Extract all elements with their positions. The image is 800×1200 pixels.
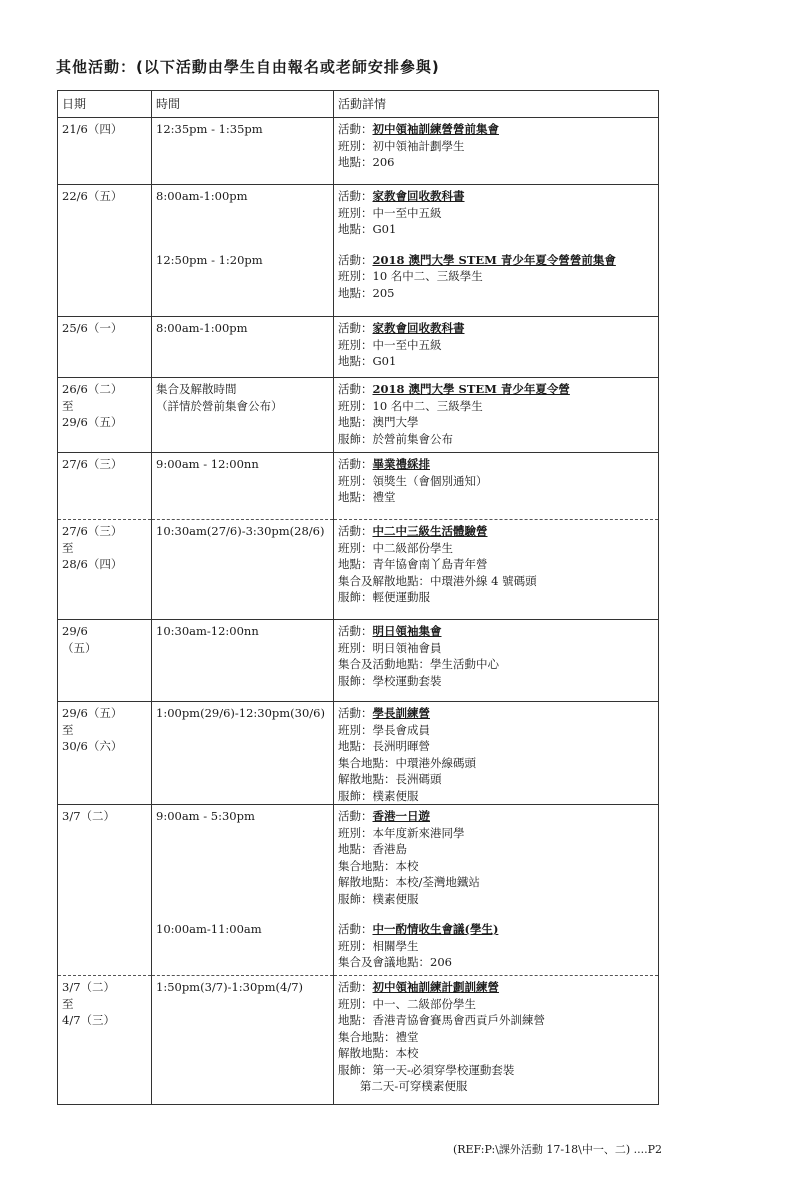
date-text: 至 — [62, 540, 74, 555]
date-text: 至 — [62, 398, 74, 413]
date-text: 29/6（五） — [62, 415, 123, 429]
activity-schedule-table — [57, 90, 659, 1105]
detail-line: 班別：10 名中二、三級學生 — [338, 398, 483, 413]
date-cell — [58, 453, 152, 520]
activity-block — [338, 921, 654, 971]
column-header-time: 時間 — [152, 91, 334, 118]
activity-name: 中二中三級生活體驗營 — [372, 524, 488, 538]
detail-line: 班別：初中領袖計劃學生 — [338, 138, 465, 153]
details-cell — [334, 317, 659, 378]
spacer — [156, 205, 329, 222]
detail-line: 地點：G01 — [338, 354, 397, 368]
table-row — [58, 378, 659, 453]
date-cell — [58, 118, 152, 185]
spacer — [156, 154, 329, 171]
detail-line: 班別：10 名中二、三級學生 — [338, 269, 483, 283]
spacer — [156, 1029, 329, 1046]
detail-line: 班別：明日領袖會員 — [338, 640, 442, 655]
column-header-date: 日期 — [58, 91, 152, 118]
date-text: 28/6（四） — [62, 557, 123, 571]
spacer — [156, 268, 329, 285]
spacer — [156, 589, 329, 606]
detail-line: 解散地點：長洲碼頭 — [338, 772, 442, 786]
detail-line: 服飾：第一天-必須穿學校運動套裝 — [338, 1062, 515, 1077]
detail-line: 第二天-可穿樸素便服 — [338, 1079, 468, 1093]
time-text: 12:35pm - 1:35pm — [156, 122, 263, 136]
table-row — [58, 805, 659, 976]
activity-name: 家教會回收教科書 — [372, 321, 465, 335]
time-text: 10:30am(27/6)-3:30pm(28/6) — [156, 524, 325, 538]
activity-line — [338, 252, 654, 269]
details-cell — [334, 185, 659, 317]
date-text: 25/6（一） — [62, 321, 123, 335]
spacer — [156, 755, 329, 772]
time-cell — [152, 118, 334, 185]
activity-prefix: 活動： — [338, 524, 373, 538]
activity-block — [338, 705, 654, 804]
spacer — [156, 938, 329, 955]
activity-block — [338, 381, 654, 447]
time-block — [156, 808, 329, 907]
details-cell — [334, 620, 659, 702]
spacer — [156, 825, 329, 842]
detail-line: 集合地點：禮堂 — [338, 1029, 419, 1044]
activity-block — [338, 623, 654, 689]
spacer — [156, 431, 329, 448]
time-block — [156, 320, 329, 370]
date-text: 4/7（三） — [62, 1013, 116, 1027]
spacer — [156, 771, 329, 788]
detail-line: 集合及會議地點：206 — [338, 955, 452, 969]
time-block — [156, 705, 329, 804]
activity-name: 初中領袖訓練營營前集會 — [372, 122, 499, 136]
spacer — [156, 640, 329, 657]
spacer — [156, 1045, 329, 1062]
detail-line: 服飾：樸素便服 — [338, 891, 419, 906]
date-text: 29/6（五） — [62, 706, 123, 720]
details-cell — [334, 805, 659, 976]
spacer — [156, 996, 329, 1013]
spacer — [156, 673, 329, 690]
date-cell — [58, 805, 152, 976]
activity-prefix: 活動： — [338, 189, 373, 203]
time-block — [156, 921, 329, 971]
detail-line: 集合地點：本校 — [338, 858, 419, 873]
activity-block — [338, 523, 654, 606]
time-cell — [152, 185, 334, 317]
spacer — [156, 473, 329, 490]
detail-line: 班別：中一至中五級 — [338, 337, 442, 352]
detail-line: 服飾：輕便運動服 — [338, 590, 430, 604]
activity-block — [338, 252, 654, 302]
activity-prefix: 活動： — [338, 980, 373, 994]
time-text: 8:00am-1:00pm — [156, 321, 248, 335]
date-text: 29/6 — [62, 624, 88, 638]
detail-line: 地點：澳門大學 — [338, 415, 419, 429]
spacer — [156, 656, 329, 673]
time-text: 10:00am-11:00am — [156, 922, 262, 936]
detail-line: 服飾：學校運動套裝 — [338, 673, 442, 688]
spacer — [156, 285, 329, 302]
spacer — [156, 540, 329, 557]
page-heading: 其他活動：(以下活動由學生自由報名或老師安排參與) — [56, 58, 440, 76]
activity-line — [338, 381, 654, 398]
date-cell — [58, 317, 152, 378]
activity-line — [338, 921, 654, 938]
date-text: 3/7（二） — [62, 980, 116, 994]
date-text: 至 — [62, 722, 74, 737]
time-cell — [152, 976, 334, 1105]
detail-line: 集合及解散地點：中環港外線 4 號碼頭 — [338, 573, 537, 588]
activity-line — [338, 705, 654, 722]
time-text: 8:00am-1:00pm — [156, 189, 248, 203]
spacer — [156, 138, 329, 155]
spacer — [156, 874, 329, 891]
date-cell — [58, 702, 152, 805]
time-text: （詳情於營前集會公布） — [156, 398, 283, 413]
details-cell — [334, 453, 659, 520]
activity-name: 初中領袖訓練計劃訓練營 — [372, 980, 499, 994]
activity-line — [338, 979, 654, 996]
activity-line — [338, 523, 654, 540]
table-row — [58, 702, 659, 805]
detail-line: 班別：領獎生（會個別通知） — [338, 473, 488, 488]
detail-line: 集合地點：中環港外線碼頭 — [338, 755, 476, 770]
activity-name: 明日領袖集會 — [372, 624, 442, 638]
table-header-row — [58, 91, 659, 118]
activity-name: 2018 澳門大學 STEM 青少年夏令營營前集會 — [372, 252, 616, 267]
activity-block — [338, 456, 654, 506]
spacer — [156, 573, 329, 590]
details-cell — [334, 118, 659, 185]
activity-line — [338, 456, 654, 473]
time-text: 9:00am - 12:00nn — [156, 457, 259, 471]
time-block — [156, 523, 329, 606]
table-row — [58, 620, 659, 702]
time-block — [156, 381, 329, 447]
spacer — [156, 858, 329, 875]
spacer — [156, 738, 329, 755]
table-row — [58, 976, 659, 1105]
time-block — [156, 252, 329, 302]
activity-line — [338, 808, 654, 825]
activity-line — [338, 320, 654, 337]
date-text: 27/6（三） — [62, 524, 123, 538]
spacer — [156, 337, 329, 354]
detail-line: 班別：中一至中五級 — [338, 205, 442, 220]
detail-line: 班別：本年度新來港同學 — [338, 825, 465, 840]
activity-block — [338, 808, 654, 907]
activity-prefix: 活動： — [338, 706, 373, 720]
time-cell — [152, 453, 334, 520]
date-text: 30/6（六） — [62, 739, 123, 753]
activity-name: 家教會回收教科書 — [372, 189, 465, 203]
activity-block — [338, 188, 654, 238]
time-block — [156, 623, 329, 689]
detail-line: 地點：香港島 — [338, 842, 407, 856]
time-text: 1:50pm(3/7)-1:30pm(4/7) — [156, 980, 304, 994]
detail-line: 地點：205 — [338, 285, 395, 300]
detail-line: 班別：相關學生 — [338, 938, 419, 953]
activity-prefix: 活動： — [338, 122, 373, 136]
table-row — [58, 185, 659, 317]
detail-line: 地點：長洲明暉營 — [338, 739, 430, 753]
time-block — [156, 121, 329, 171]
spacer — [156, 489, 329, 506]
date-text: 3/7（二） — [62, 809, 116, 823]
activity-block — [338, 121, 654, 171]
spacer — [156, 221, 329, 238]
time-text: 1:00pm(29/6)-12:30pm(30/6) — [156, 706, 325, 720]
time-cell — [152, 317, 334, 378]
activity-prefix: 活動： — [338, 382, 373, 396]
table-row — [58, 520, 659, 620]
page-reference: (REF:P:\課外活動 17-18\中一、二) ....P2 — [452, 1143, 662, 1156]
details-cell — [334, 702, 659, 805]
time-cell — [152, 378, 334, 453]
time-text: 10:30am-12:00nn — [156, 624, 259, 638]
detail-line: 地點：206 — [338, 155, 395, 169]
activity-prefix: 活動： — [338, 624, 373, 638]
spacer — [156, 1078, 329, 1095]
spacer — [156, 1062, 329, 1079]
activity-line — [338, 188, 654, 205]
activity-prefix: 活動： — [338, 457, 373, 471]
column-header-details: 活動詳情 — [334, 91, 659, 118]
detail-line: 班別：學長會成員 — [338, 722, 430, 737]
time-cell — [152, 805, 334, 976]
time-text: 9:00am - 5:30pm — [156, 809, 255, 823]
date-text: 至 — [62, 996, 74, 1011]
activity-prefix: 活動： — [338, 809, 373, 823]
date-cell — [58, 620, 152, 702]
detail-line: 集合及活動地點：學生活動中心 — [338, 657, 499, 671]
detail-line: 地點：青年協會南丫島青年營 — [338, 557, 488, 571]
time-cell — [152, 702, 334, 805]
activity-name: 中一酌情收生會議(學生) — [372, 922, 499, 936]
detail-line: 解散地點：本校/荃灣地鐵站 — [338, 875, 480, 889]
detail-line: 服飾：於營前集會公布 — [338, 431, 453, 446]
details-cell — [334, 976, 659, 1105]
activity-line — [338, 121, 654, 138]
detail-line: 地點：禮堂 — [338, 490, 396, 504]
time-text: 集合及解散時間 — [156, 382, 237, 396]
date-text: 26/6（二） — [62, 382, 123, 396]
spacer — [156, 1012, 329, 1029]
activity-prefix: 活動： — [338, 922, 373, 936]
date-text: 22/6（五） — [62, 189, 123, 203]
spacer — [156, 414, 329, 431]
spacer — [156, 954, 329, 971]
detail-line: 班別：中二級部份學生 — [338, 540, 453, 555]
activity-name: 畢業禮綵排 — [372, 457, 430, 471]
date-cell — [58, 378, 152, 453]
details-cell — [334, 378, 659, 453]
spacer — [156, 841, 329, 858]
activity-block — [338, 320, 654, 370]
time-cell — [152, 620, 334, 702]
time-block — [156, 456, 329, 506]
date-text: 27/6（三） — [62, 457, 123, 471]
activity-line — [338, 623, 654, 640]
date-text: （五） — [62, 640, 97, 655]
spacer — [156, 556, 329, 573]
date-text: 21/6（四） — [62, 122, 123, 136]
time-text: 12:50pm - 1:20pm — [156, 252, 263, 267]
date-cell — [58, 520, 152, 620]
spacer — [156, 722, 329, 739]
detail-line: 解散地點：本校 — [338, 1046, 419, 1060]
details-cell — [334, 520, 659, 620]
date-cell — [58, 185, 152, 317]
detail-line: 地點：G01 — [338, 222, 397, 236]
date-cell — [58, 976, 152, 1105]
time-block — [156, 188, 329, 238]
spacer — [156, 788, 329, 805]
activity-block — [338, 979, 654, 1095]
activity-name: 2018 澳門大學 STEM 青少年夏令營 — [372, 382, 570, 396]
table-row — [58, 317, 659, 378]
activity-name: 學長訓練營 — [372, 706, 430, 720]
activity-prefix: 活動： — [338, 252, 373, 267]
time-cell — [152, 520, 334, 620]
detail-line: 服飾：樸素便服 — [338, 788, 419, 803]
table-row — [58, 453, 659, 520]
detail-line: 班別：中一、二級部份學生 — [338, 996, 476, 1011]
activity-prefix: 活動： — [338, 321, 373, 335]
activity-name: 香港一日遊 — [372, 809, 430, 823]
time-block — [156, 979, 329, 1095]
spacer — [156, 891, 329, 908]
table-row — [58, 118, 659, 185]
spacer — [156, 353, 329, 370]
detail-line: 地點：香港青協會賽馬會西貢戶外訓練營 — [338, 1013, 545, 1027]
